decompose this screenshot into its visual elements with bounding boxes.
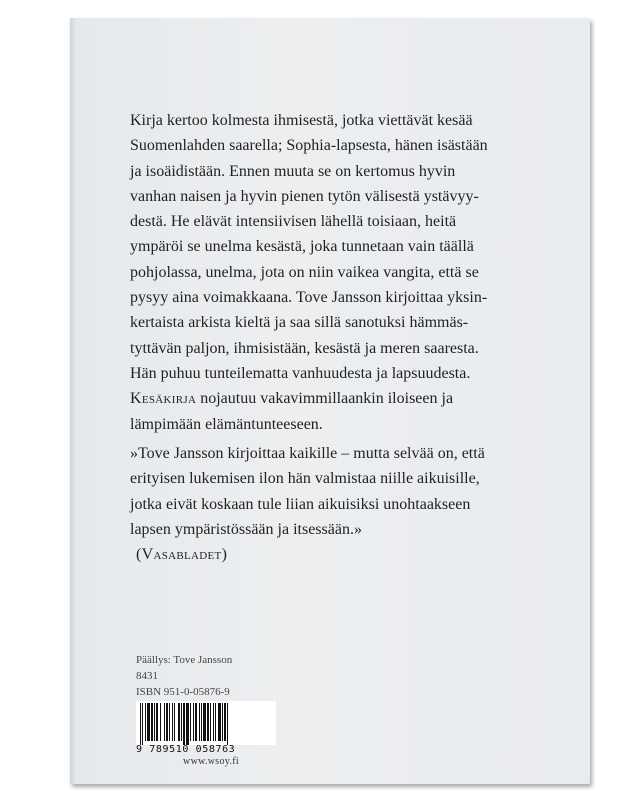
barcode-bar — [207, 703, 209, 741]
barcode-bar — [195, 703, 197, 741]
blurb-line — [130, 386, 550, 411]
book-back-cover — [70, 18, 590, 784]
barcode-bar — [218, 703, 221, 741]
barcode-bar — [181, 703, 182, 741]
isbn-text: ISBN 951-0-05876-9 — [136, 686, 230, 698]
quote-line: jotka eivät koskaan tule liian aikuisiksi unohtaakseen — [130, 495, 471, 513]
barcode-digits: 9 789510 058763 — [136, 744, 236, 755]
review-quote — [130, 441, 550, 567]
publication-credits — [136, 652, 232, 700]
barcode-block — [136, 701, 286, 767]
blurb-line: lämpimään elämäntunteeseen. — [130, 415, 323, 433]
barcode-image — [136, 701, 276, 745]
barcode-bar — [156, 703, 158, 741]
barcode-bar — [151, 703, 153, 741]
quote-line: »Tove Jansson kirjoittaa kaikille – mutta selvää on, että — [130, 445, 485, 462]
barcode-bar — [174, 703, 175, 741]
barcode-bar — [199, 703, 200, 741]
blurb-line: kertaista arkista kieltä ja saa sillä sanotuksi hämmäs- — [130, 314, 469, 332]
blurb-line: ja isoäidistään. Ennen muuta se on kertomus hyvin — [130, 162, 456, 180]
barcode-bar — [140, 703, 141, 745]
barcode-bar — [166, 703, 168, 741]
barcode-bar — [193, 703, 194, 741]
quote-attribution: (Vasabladet) — [136, 546, 228, 564]
barcode-bar — [201, 703, 202, 741]
blurb-line-rest: nojautuu vakavimmillaankin iloiseen ja — [196, 390, 454, 408]
barcode-bar — [213, 703, 214, 741]
blurb-line: tyttävän paljon, ihmisistään, kesästä ja meren saaresta. — [130, 339, 479, 357]
barcode-bar — [222, 703, 223, 741]
barcode-bar — [178, 703, 180, 741]
barcode-bar — [160, 703, 161, 741]
barcode-bar — [224, 703, 226, 741]
blurb-line: Kirja kertoo kolmesta ihmisestä, jotka viettävät kesää — [130, 112, 473, 129]
cover-credit: Päällys: Tove Jansson — [136, 654, 233, 666]
barcode-bar — [164, 703, 165, 741]
barcode-bar — [147, 703, 150, 741]
blurb-line: ympäröi se unelma kesästä, joka tunnetaan vain täällä — [130, 238, 474, 256]
quote-line: erityisen lukemisen ilon hän valmistaa niille aikuisille, — [130, 470, 480, 488]
barcode-bar — [169, 703, 170, 741]
barcode-bar — [183, 703, 185, 745]
blurb-line: Suomenlahden saarella; Sophia-lapsesta, hänen isästään — [130, 137, 488, 155]
blurb-line: pysyy aina voimakkaana. Tove Jansson kirjoittaa yksin- — [130, 289, 488, 307]
barcode-bar — [190, 703, 191, 741]
blurb-line: Hän puhuu tunteilematta vanhuudesta ja lapsuudesta. — [130, 364, 471, 382]
barcode-bar — [203, 703, 206, 741]
blurb-paragraph — [130, 108, 550, 437]
barcode-bar — [215, 703, 216, 741]
catalog-number: 8431 — [136, 670, 158, 682]
quote-line: lapsen ympäristössään ja itsessään.» — [130, 520, 362, 538]
barcode-bar — [154, 703, 155, 741]
barcode-bar — [186, 703, 189, 745]
barcode-bar — [210, 703, 211, 741]
barcode-bar — [142, 703, 143, 745]
barcode-bar — [145, 703, 146, 741]
blurb-line: pohjolassa, unelma, jota on niin vaikea vangita, että se — [130, 263, 479, 281]
book-title-smallcaps: Kesäkirja — [130, 390, 197, 408]
barcode-bar — [227, 703, 228, 745]
blurb-line: vanhan naisen ja hyvin pienen tytön välisestä ystävyy- — [130, 187, 479, 205]
barcode-bar — [172, 703, 173, 741]
publisher-website: www.wsoy.fi — [183, 756, 239, 767]
blurb-line: destä. He elävät intensiivisen lähellä toisiaan, heitä — [130, 213, 457, 231]
